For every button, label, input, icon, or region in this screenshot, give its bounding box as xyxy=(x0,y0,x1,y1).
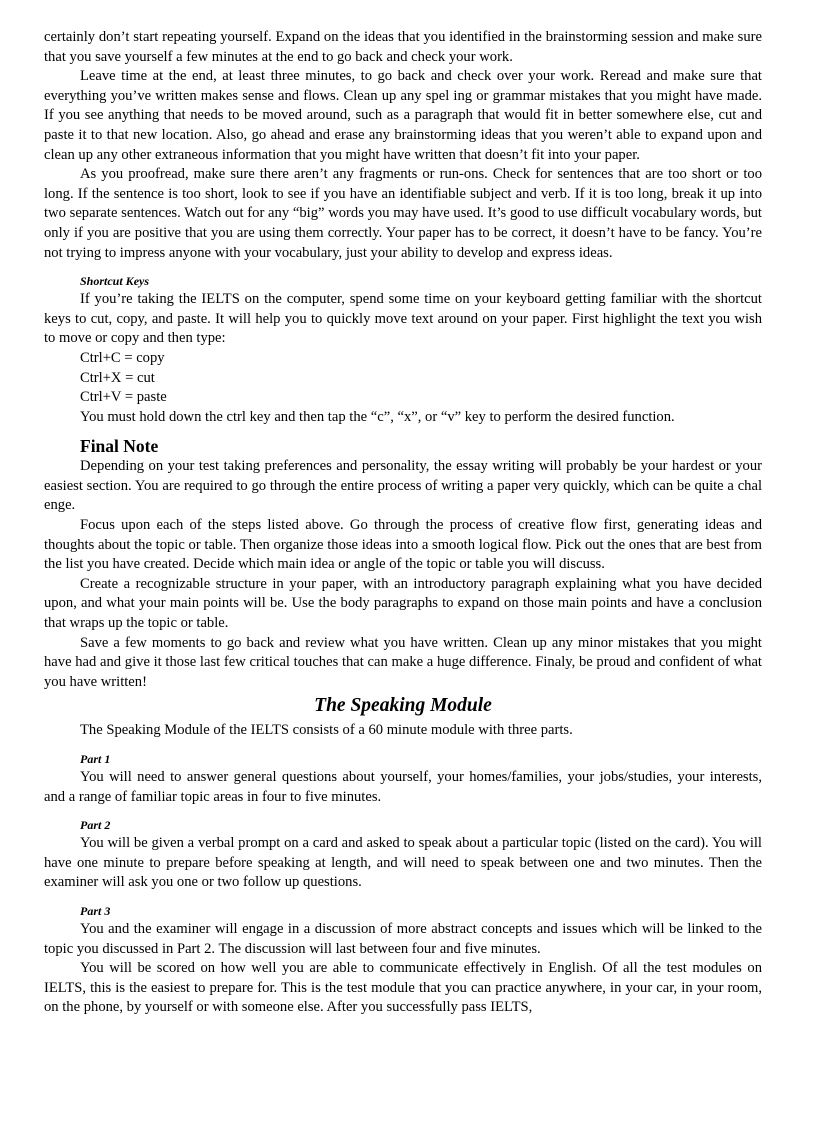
shortcut-key-paste: Ctrl+V = paste xyxy=(80,389,167,406)
document-page xyxy=(44,28,762,1018)
part2-text: You will be given a verbal prompt on a card and asked to speak about a particular topic (listed on the card). You will have one minute to prepare before speaking at length, and will need to speak between one and two minutes. Then the examiner will ask you one or two follow up questions. xyxy=(44,835,762,891)
final-note-paragraph: Create a recognizable structure in your paper, with an introductory paragraph explaining what you have decided upon, and what your main points will be. Use the body paragraphs to expand on those main points and have a conclusion that wraps up the topic or table. xyxy=(44,575,762,632)
paragraph-proofread: As you proofread, make sure there aren’t any fragments or run-ons. Check for sentences that are too short or too long. If the sentence is too short, look to see if you have an identifiable subject and verb. If it is too long, break it up into two separate sentences. Watch out for any “big” words you may have used. It’s good to use difficult vocabulary words, but only if you are positive that you are using them correctly. Your paper has to be correct, it doesn’t have to be fancy. You’re not trying to impress anyone with your vocabulary, just your ability to develop and express ideas. xyxy=(44,166,762,261)
part1-text: You will need to answer general questions about yourself, your homes/families, your jobs/studies, your interests, and a range of familiar topic areas in four to five minutes. xyxy=(44,769,762,805)
shortcut-keys-heading: Shortcut Keys xyxy=(80,274,150,289)
part1-heading: Part 1 xyxy=(80,752,111,766)
part3-text: You and the examiner will engage in a discussion of more abstract concepts and issues which will be linked to the topic you discussed in Part 2. The discussion will last between four and five minutes. xyxy=(44,920,762,957)
final-note-paragraph: Depending on your test taking preferences and personality, the essay writing will probably be your hardest or your easiest section. You are required to go through the entire process of writing a paper very quickly, which can be quite a chal enge. xyxy=(44,458,762,514)
part2-heading: Part 2 xyxy=(80,818,111,833)
paragraph-continuation: certainly don’t start repeating yourself. Expand on the ideas that you identified in the brainstorming session and make sure that you save yourself a few minutes at the end to go back and check your work. xyxy=(44,29,762,65)
speaking-module-title: The Speaking Module xyxy=(314,695,492,717)
shortcut-key-cut: Ctrl+X = cut xyxy=(80,369,155,386)
shortcut-key-copy: Ctrl+C = copy xyxy=(80,349,165,366)
part3-scoring-text: You will be scored on how well you are able to communicate effectively in English. Of all the test modules on IELTS, this is the easiest to prepare for. This is the test module that you can practice anywhere, in your car, in your room, on the phone, by yourself or with someone else. After you successfully pass IELTS, xyxy=(44,960,762,1016)
final-note-paragraph: Save a few moments to go back and review what you have written. Clean up any minor mistakes that you might have had and give it those last few critical touches that can make a huge difference. Finaly, be proud and confident of what you have written! xyxy=(44,634,762,690)
speaking-module-intro: The Speaking Module of the IELTS consists of a 60 minute module with three parts. xyxy=(80,722,573,739)
shortcut-keys-intro: If you’re taking the IELTS on the computer, spend some time on your keyboard getting familiar with the shortcut keys to cut, copy, and paste. It will help you to quickly move text around on your paper. First highlight the text you wish to move or copy and then type: xyxy=(44,291,762,347)
final-note-heading: Final Note xyxy=(80,436,159,457)
paragraph-leave-time: Leave time at the end, at least three minutes, to go back and check over your work. Reread and make sure that everything you’ve written makes sense and flows. Clean up any spel ing or grammar mistakes that you might have made. If you see anything that needs to be moved around, such as a paragraph that would fit in better somewhere else, cut and paste it to that new location. Also, go ahead and erase any brainstorming ideas that you weren’t able to expand upon and clean up any other extraneous information that you might have written that doesn’t fit into your paper. xyxy=(44,68,762,163)
shortcut-keys-note: You must hold down the ctrl key and then tap the “c”, “x”, or “v” key to perform the desired function. xyxy=(80,408,675,425)
part3-heading: Part 3 xyxy=(80,903,111,918)
final-note-paragraph: Focus upon each of the steps listed above. Go through the process of creative flow first, generating ideas and thoughts about the topic or table. Then organize those ideas into a smooth logical flow. Pick out the ones that are best from the list you have created. Decide which main idea or angle of the topic or table you will discuss. xyxy=(44,517,762,573)
